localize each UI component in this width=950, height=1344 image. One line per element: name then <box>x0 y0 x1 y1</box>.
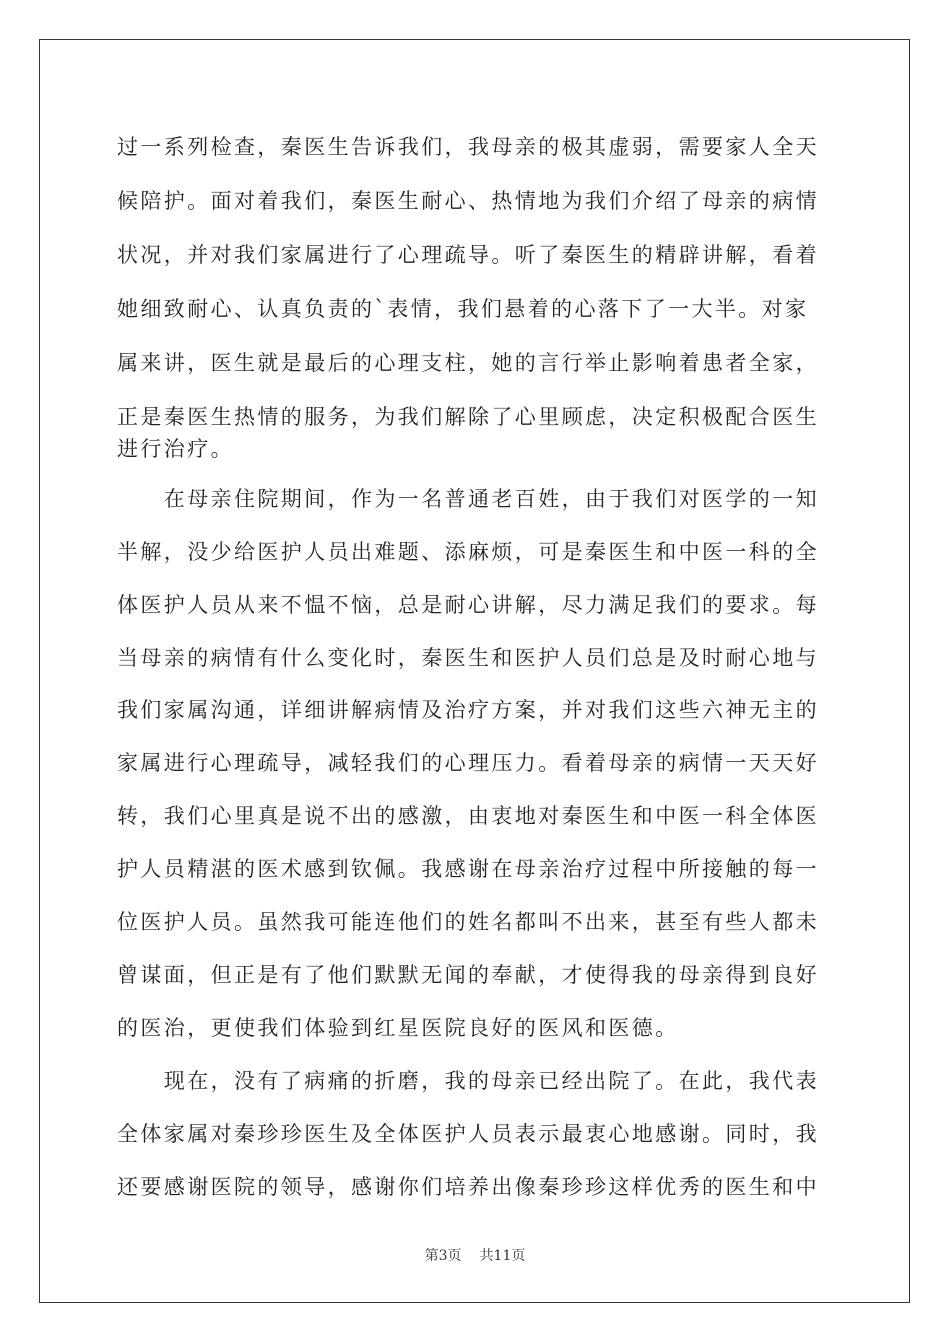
paragraph-line: 曾谋面，但正是有了他们默默无闻的奉献，才使得我的母亲得到良好 <box>117 963 819 987</box>
paragraph-line: 的医治，更使我们体验到红星医院良好的医风和医德。 <box>117 1016 679 1040</box>
paragraph-line: 全体家属对秦珍珍医生及全体医护人员表示最衷心地感谢。同时，我 <box>117 1122 819 1146</box>
paragraph-line: 护人员精湛的医术感到钦佩。我感谢在母亲治疗过程中所接触的每一 <box>117 857 819 881</box>
paragraph-line: 半解，没少给医护人员出难题、添麻烦，可是秦医生和中医一科的全 <box>117 540 819 564</box>
paragraph-line: 状况，并对我们家属进行了心理疏导。听了秦医生的精辟讲解，看着 <box>117 243 819 267</box>
paragraph-line: 位医护人员。虽然我可能连他们的姓名都叫不出来，甚至有些人都未 <box>117 910 819 934</box>
paragraph-line: 体医护人员从来不愠不恼，总是耐心讲解，尽力满足我们的要求。每 <box>117 593 819 617</box>
paragraph-line: 她细致耐心、认真负责的`表情，我们悬着的心落下了一大半。对家 <box>117 297 809 321</box>
paragraph-line: 过一系列检查，秦医生告诉我们，我母亲的极其虚弱，需要家人全天 <box>117 135 819 159</box>
paragraph-line: 转，我们心里真是说不出的感激，由衷地对秦医生和中医一科全体医 <box>117 804 819 828</box>
paragraph-line: 还要感谢医院的领导，感谢你们培养出像秦珍珍这样优秀的医生和中 <box>117 1175 819 1199</box>
page-number-total: 共11页 <box>479 1248 526 1264</box>
paragraph-line: 正是秦医生热情的服务，为我们解除了心里顾虑，决定积极配合医生 <box>117 405 819 429</box>
paragraph-line: 属来讲，医生就是最后的心理支柱，她的言行举止影响着患者全家， <box>117 351 819 375</box>
paragraph-line: 在母亲住院期间，作为一名普通老百姓，由于我们对医学的一知 <box>117 487 819 511</box>
paragraph-line: 当母亲的病情有什么变化时，秦医生和医护人员们总是及时耐心地与 <box>117 646 819 670</box>
paragraph-line: 进行治疗。 <box>117 437 234 461</box>
paragraph-line: 家属进行心理疏导，减轻我们的心理压力。看着母亲的病情一天天好 <box>117 751 819 775</box>
paragraph-line: 候陪护。面对着我们，秦医生耐心、热情地为我们介绍了母亲的病情 <box>117 189 819 213</box>
page-footer <box>0 1246 950 1266</box>
paragraph-line: 我们家属沟通，详细讲解病情及治疗方案，并对我们这些六神无主的 <box>117 698 819 722</box>
paragraph-line: 现在，没有了病痛的折磨，我的母亲已经出院了。在此，我代表 <box>117 1069 819 1093</box>
page-number-current: 第3页 <box>424 1248 462 1264</box>
